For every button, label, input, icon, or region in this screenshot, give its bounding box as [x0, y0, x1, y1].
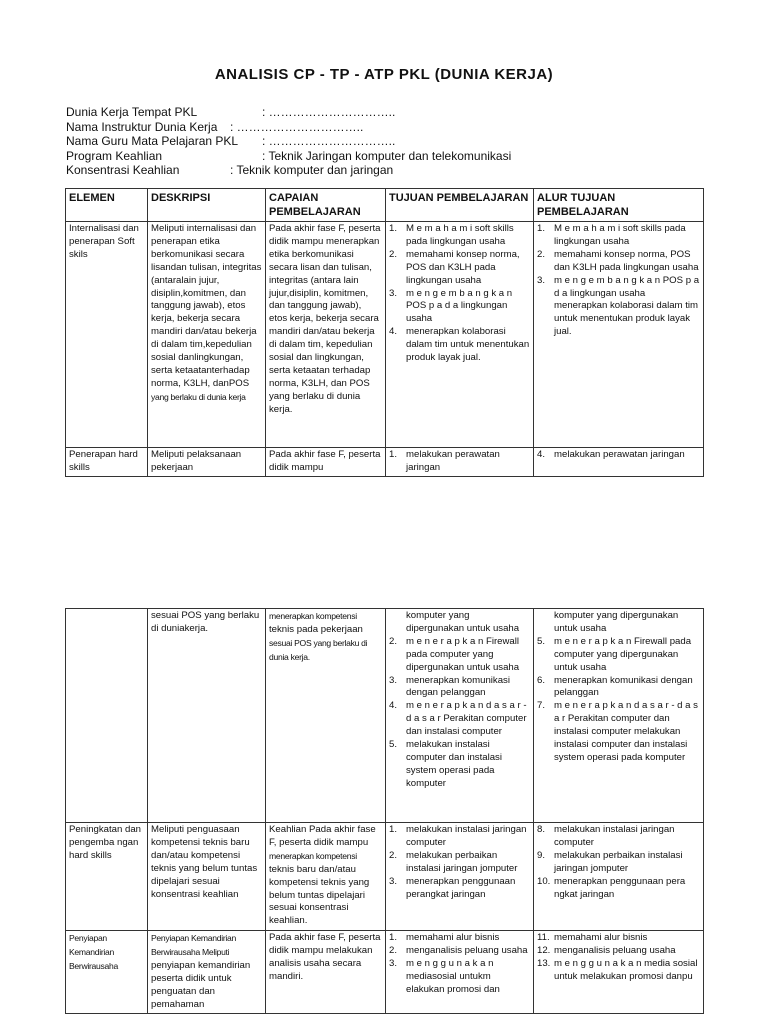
- header-deskripsi: DESKRIPSI: [148, 189, 266, 222]
- list-item: [389, 739, 530, 791]
- item-number: 3.: [389, 957, 398, 969]
- capaian-text: Keahlian Pada akhir fase F, peserta didik mampu: [269, 824, 376, 848]
- cell-alur: [534, 931, 704, 1014]
- tujuan-list: [389, 932, 530, 997]
- tujuan-list: [389, 824, 530, 901]
- cell-deskripsi: [148, 609, 266, 823]
- deskripsi-text: penyiapan kemandirian peserta didik untuk penguatan dan pemahaman: [151, 959, 251, 1010]
- item-number: 8.: [537, 824, 546, 835]
- document-title: ANALISIS CP - TP - ATP PKL (DUNIA KERJA): [214, 66, 554, 83]
- table-row: [66, 609, 704, 823]
- item-text: melakukan instalasi jaringan computer: [554, 824, 675, 848]
- cell-elemen: [66, 931, 148, 1014]
- list-item: [389, 636, 530, 675]
- info-value: : Teknik Jaringan komputer dan telekomunikasi: [262, 148, 512, 163]
- list-item: [389, 824, 530, 850]
- item-number: 2.: [537, 248, 546, 260]
- cell-deskripsi: [148, 448, 266, 477]
- alur-list: [537, 824, 700, 901]
- item-number: 3.: [537, 274, 546, 286]
- list-item: [389, 700, 530, 739]
- deskripsi-text: Meliputi internalisasi dan penerapan etika berkomunikasi secara lisandan tulisan, integritas (antaralain jujur, disiplin,komitmen, dan tanggung jawab), etos kerja, bekerja secara mandiri dan/atau bekerja di dalam tim,kepedulian sosial danlingkungan, serta ketaatanterhadap norma, K3LH, danPOS: [151, 223, 262, 389]
- item-number: 1.: [389, 932, 398, 943]
- item-text: menerapkan penggunaan pera ngkat jaringan: [554, 875, 686, 900]
- list-item: [389, 326, 530, 365]
- item-number: 4.: [389, 700, 398, 712]
- item-number: 4.: [389, 326, 398, 338]
- info-value: : Teknik komputer dan jaringan: [230, 163, 394, 177]
- table-row: [66, 931, 704, 1014]
- cp-tp-atp-table-page1: [65, 188, 704, 477]
- item-number: 9.: [537, 849, 546, 861]
- item-text: menerapkan komunikasi dengan pelanggan: [406, 674, 510, 699]
- item-text: memahami alur bisnis: [554, 932, 648, 943]
- cell-tujuan: [386, 823, 534, 931]
- tujuan-list: [389, 449, 530, 475]
- item-text: M e m a h a m i soft skills pada lingkungan usaha: [554, 223, 686, 247]
- elemen-text: Peningkatan dan pengemba ngan hard skills: [69, 824, 142, 861]
- item-text: m e n e r a p k a n d a s a r - d a s a r Perakitan computer dan instalasi computer melakukan instalasi computer dan instalasi system operasi pada komputer: [554, 700, 698, 763]
- table-row: [66, 448, 704, 477]
- list-item: [537, 449, 700, 462]
- alur-list: [537, 449, 700, 462]
- list-item: [537, 636, 700, 675]
- item-number: 3.: [389, 287, 398, 299]
- list-item: [537, 850, 700, 876]
- header-elemen: ELEMEN: [66, 189, 148, 222]
- capaian-text: teknis pada pekerjaan: [269, 623, 363, 635]
- cell-tujuan: [386, 931, 534, 1014]
- cell-alur: [534, 823, 704, 931]
- item-text: menganalisis peluang usaha: [554, 944, 676, 956]
- item-text: menerapkan kolaborasi dalam tim untuk menentukan produk layak jual.: [406, 326, 530, 364]
- cell-capaian: [266, 931, 386, 1014]
- item-number: 1.: [537, 223, 546, 234]
- cell-alur: [534, 609, 704, 823]
- cell-capaian: [266, 222, 386, 448]
- list-item: [537, 610, 700, 636]
- item-number: 1.: [389, 223, 398, 234]
- item-number: 7.: [537, 700, 546, 712]
- item-number: 3.: [389, 674, 398, 686]
- item-text: melakukan perbaikan instalasi jaringan jomputer: [406, 849, 518, 874]
- tujuan-list: [389, 610, 530, 791]
- cell-elemen: [66, 823, 148, 931]
- cell-alur: [534, 448, 704, 477]
- deskripsi-text: sesuai POS yang berlaku di duniakerja.: [151, 610, 260, 634]
- item-text: m e n g g u n a k a n mediasosial untukm elakukan promosi dan: [406, 957, 500, 995]
- elemen-text: Internalisasi dan penerapan Soft skils: [69, 223, 139, 260]
- item-number: 12.: [537, 944, 551, 956]
- info-label: Program Keahlian: [66, 148, 163, 163]
- item-number: 2.: [389, 849, 398, 861]
- list-item: [537, 824, 700, 850]
- info-value: : …………………………..: [262, 105, 396, 119]
- info-label: Nama Instruktur Dunia Kerja: [66, 119, 218, 134]
- item-text: melakukan instalasi jaringan computer: [406, 824, 527, 848]
- cell-capaian: [266, 823, 386, 931]
- cell-alur: [534, 222, 704, 448]
- item-text: memahami konsep norma, POS dan K3LH pada lingkungan usaha: [554, 248, 699, 273]
- item-text: komputer yang dipergunakan untuk usaha: [406, 610, 520, 634]
- cell-deskripsi: [148, 222, 266, 448]
- item-text: m e n g e m b a n g k a n POS p a d a lingkungan usaha menerapkan kolaborasi dalam tim untuk menentukan produk layak jual.: [554, 274, 700, 338]
- item-text: m e n e r a p k a n Firewall pada computer yang dipergunakan untuk usaha: [406, 635, 520, 673]
- capaian-text: teknis baru dan/atau kompetensi teknis yang belum tuntas dipelajari sesuai konsentrasi keahlian.: [269, 863, 370, 927]
- elemen-text: Penerapan hard skills: [69, 449, 138, 473]
- item-text: menganalisis peluang usaha: [406, 944, 528, 956]
- header-tujuan: TUJUAN PEMBELAJARAN: [386, 189, 534, 222]
- cell-capaian: [266, 609, 386, 823]
- item-number: 5.: [389, 739, 398, 751]
- list-item: [389, 249, 530, 288]
- alur-list: [537, 932, 700, 984]
- capaian-text: sesuai POS yang berlaku di dunia kerja.: [269, 637, 368, 662]
- cell-elemen: [66, 448, 148, 477]
- header-alur: ALUR TUJUAN PEMBELAJARAN: [534, 189, 704, 222]
- list-item: [389, 958, 530, 997]
- info-value: : …………………………..: [230, 119, 364, 134]
- item-text: komputer yang dipergunakan untuk usaha: [554, 610, 679, 634]
- capaian-text: menerapkan kompetensi: [269, 850, 357, 861]
- deskripsi-text: Penyiapan Kemandirian Berwirausaha Meliputi: [151, 933, 236, 957]
- list-item: [389, 850, 530, 876]
- list-item: [537, 249, 700, 275]
- list-item: [537, 223, 700, 249]
- list-item: [389, 223, 530, 249]
- table-row: [66, 222, 704, 448]
- table-row: [66, 823, 704, 931]
- item-text: m e n e r a p k a n d a s a r - d a s a r Perakitan computer dan instalasi computer: [406, 700, 527, 738]
- list-item: [389, 449, 530, 475]
- table-header-row: [66, 189, 704, 222]
- item-number: 2.: [389, 944, 398, 956]
- capaian-text: Pada akhir fase F, peserta didik mampu melakukan analisis usaha secara mandiri.: [269, 932, 381, 982]
- deskripsi-text: Meliputi pelaksanaan pekerjaan: [151, 449, 242, 473]
- item-number: 1.: [389, 449, 398, 460]
- list-item: [389, 610, 530, 636]
- info-label: Dunia Kerja Tempat PKL: [66, 105, 198, 119]
- list-item: [389, 288, 530, 327]
- alur-list: [537, 610, 700, 765]
- item-number: 6.: [537, 674, 546, 686]
- list-item: [389, 876, 530, 902]
- list-item: [389, 945, 530, 958]
- cp-tp-atp-table-page2: [65, 608, 704, 1014]
- deskripsi-text: Meliputi penguasaan kompetensi teknis baru dan/atau kompetensi teknis yang belum tuntas dipelajari sesuai konsentrasi keahlian: [151, 824, 258, 900]
- item-number: 10.: [537, 875, 551, 887]
- item-text: memahami alur bisnis: [406, 932, 500, 943]
- list-item: [537, 675, 700, 701]
- cell-deskripsi: [148, 931, 266, 1014]
- list-item: [537, 932, 700, 945]
- deskripsi-tail-text: yang berlaku di dunia kerja: [151, 391, 246, 402]
- list-item: [537, 275, 700, 340]
- header-capaian: CAPAIAN PEMBELAJARAN: [266, 189, 386, 222]
- item-text: m e n e r a p k a n Firewall pada computer yang dipergunakan untuk usaha: [554, 635, 692, 673]
- cell-elemen: [66, 609, 148, 823]
- item-text: memahami konsep norma, POS dan K3LH pada lingkungan usaha: [406, 248, 520, 286]
- list-item: [537, 700, 700, 765]
- item-text: menerapkan penggunaan perangkat jaringan: [406, 875, 516, 900]
- cell-tujuan: [386, 609, 534, 823]
- cell-tujuan: [386, 448, 534, 477]
- cell-tujuan: [386, 222, 534, 448]
- list-item: [537, 876, 700, 902]
- item-text: m e n g g u n a k a n media sosial untuk melakukan promosi danpu: [554, 957, 698, 982]
- item-number: 11.: [537, 932, 550, 943]
- info-label: Nama Guru Mata Pelajaran PKL: [66, 134, 239, 148]
- cell-capaian: [266, 448, 386, 477]
- item-number: 1.: [389, 824, 398, 835]
- alur-list: [537, 223, 700, 339]
- item-text: M e m a h a m i soft skills pada lingkungan usaha: [406, 223, 514, 247]
- item-number: 13.: [537, 957, 551, 969]
- tujuan-list: [389, 223, 530, 365]
- item-number: 2.: [389, 248, 398, 260]
- item-number: 5.: [537, 635, 546, 647]
- capaian-text: Pada akhir fase F, peserta didik mampu: [269, 449, 381, 473]
- item-number: 3.: [389, 875, 398, 887]
- list-item: [389, 675, 530, 701]
- item-number: 2.: [389, 635, 398, 647]
- capaian-text: menerapkan kompetensi: [269, 611, 357, 621]
- item-text: melakukan perawatan jaringan: [406, 449, 500, 473]
- elemen-text: Penyiapan Kemandirian Berwirausaha: [69, 933, 118, 971]
- info-value: : …………………………..: [262, 134, 396, 148]
- list-item: [537, 958, 700, 984]
- item-number: 4.: [537, 449, 546, 460]
- item-text: menerapkan komunikasi dengan pelanggan: [554, 674, 693, 699]
- info-label: Konsentrasi Keahlian: [66, 163, 180, 177]
- item-text: melakukan perawatan jaringan: [554, 449, 685, 460]
- capaian-text: Pada akhir fase F, peserta didik mampu menerapkan etika berkomunikasi secara lisan dan tulisan, integritas (antara lain jujur,disiplin, komitmen, dan tanggung jawab), etos kerja, bekerja secara mandiri dan/atau bekerja di dalam tim, kepedulian sosial dan lingkungan, serta ketaatan terhadap norma, K3LH, dan POS yang berlaku di dunia kerja.: [269, 223, 381, 415]
- item-text: melakukan instalasi computer dan instalasi system operasi pada komputer: [406, 739, 502, 789]
- list-item: [389, 932, 530, 945]
- item-text: m e n g e m b a n g k a n POS p a d a lingkungan usaha: [406, 287, 513, 325]
- cell-elemen: [66, 222, 148, 448]
- cell-deskripsi: [148, 823, 266, 931]
- item-text: melakukan perbaikan instalasi jaringan jomputer: [554, 849, 683, 874]
- list-item: [537, 945, 700, 958]
